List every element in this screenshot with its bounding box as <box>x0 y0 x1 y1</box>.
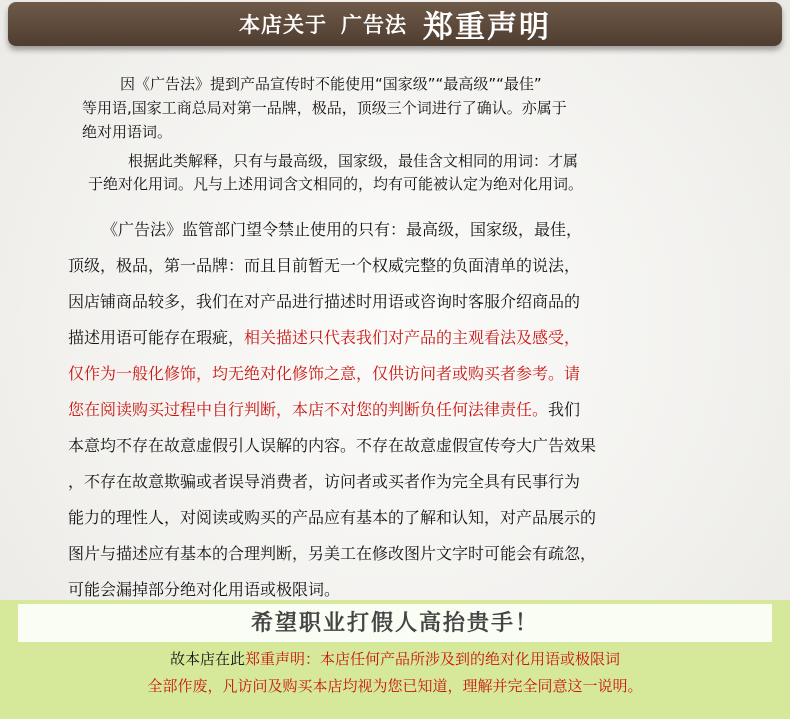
footer-note-highlight: 郑重声明：本店任何产品所涉及到的绝对化用语或极限词 <box>245 650 621 668</box>
statement-line: 因店铺商品较多，我们在对产品进行描述时用语或咨询时客服介绍商品的 <box>68 292 581 311</box>
banner-prefix: 本店关于 <box>239 13 327 37</box>
intro-line: 等用语,国家工商总局对第一品牌，极品，顶级三个词进行了确认。亦属于 <box>82 99 567 117</box>
intro-paragraph <box>82 72 722 144</box>
statement-line: 能力的理性人，对阅读或购买的产品应有基本的了解和认知，对产品展示的 <box>68 508 597 527</box>
title-banner <box>8 2 782 46</box>
statement-line: 可能会漏掉部分绝对化用语或极限词。 <box>68 580 341 599</box>
statement-line: 顶级，极品，第一品牌：而且目前暂无一个权威完整的负面清单的说法， <box>68 256 581 275</box>
statement-line <box>68 320 728 356</box>
explain-line: 根据此类解释，只有与最高级，国家级，最佳含文相同的用词：才属 <box>128 152 579 170</box>
intro-line: 因《广告法》提到产品宣传时不能使用“国家级”“最高级”“最佳” <box>120 75 542 93</box>
intro-line: 绝对用语词。 <box>82 123 173 141</box>
footer-note-text: 故本店在此 <box>169 650 245 668</box>
statement-text: 描述用语可能存在瑕疵， <box>68 328 245 347</box>
statement-highlight: 相关描述只代表我们对产品的主观看法及感受， <box>244 328 581 347</box>
explain-paragraph <box>88 150 728 196</box>
statement-line: 图片与描述应有基本的合理判断，另美工在修改图片文字时可能会有疏忽， <box>68 544 597 563</box>
hope-slogan: 希望职业打假人高抬贵手！ <box>18 604 772 642</box>
banner-declaration: 郑重声明 <box>423 10 551 45</box>
main-statement <box>68 212 728 608</box>
statement-line: ，不存在故意欺骗或者误导消费者，访问者或买者作为完全具有民事行为 <box>68 472 581 491</box>
statement-highlight: 您在阅读购买过程中自行判断，本店不对您的判断负任何法律责任。 <box>68 400 549 419</box>
footer-note-highlight: 全部作废，凡访问及购买本店均视为您已知道，理解并完全同意这一说明。 <box>147 677 643 695</box>
statement-line <box>68 392 728 428</box>
footer-note-line <box>0 646 790 673</box>
statement-line: 《广告法》监管部门望令禁止使用的只有：最高级，国家级，最佳， <box>102 220 583 239</box>
statement-highlight: 仅作为一般化修饰，均无绝对化修饰之意，仅供访问者或购买者参考。请 <box>68 364 581 383</box>
footer-note <box>0 646 790 700</box>
statement-line: 本意均不存在故意虚假引人误解的内容。不存在故意虚假宣传夸大广告效果 <box>68 436 597 455</box>
explain-line: 于绝对化用词。凡与上述用词含文相同的，均有可能被认定为绝对化用词。 <box>88 175 584 193</box>
banner-law: 广告法 <box>341 13 407 37</box>
statement-text: 我们 <box>548 400 581 419</box>
